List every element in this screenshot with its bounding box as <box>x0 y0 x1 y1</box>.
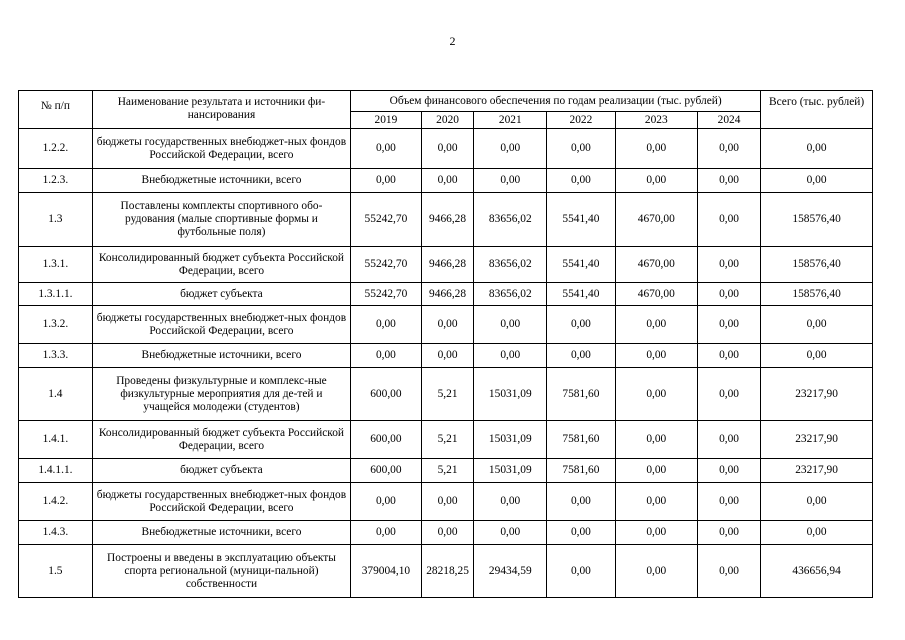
table-row <box>19 521 873 545</box>
row-name: Консолидированный бюджет субъекта Российской Федерации, всего <box>92 247 350 283</box>
row-value: 0,00 <box>697 545 760 598</box>
row-value: 0,00 <box>615 344 697 368</box>
row-code: 1.3.1. <box>19 247 93 283</box>
row-value: 0,00 <box>421 521 474 545</box>
row-value: 4670,00 <box>615 247 697 283</box>
row-value: 0,00 <box>351 521 422 545</box>
row-value: 5,21 <box>421 368 474 421</box>
row-code: 1.5 <box>19 545 93 598</box>
row-value: 0,00 <box>547 344 616 368</box>
row-code: 1.3.1.1. <box>19 283 93 306</box>
row-total: 158576,40 <box>761 193 873 247</box>
table-row <box>19 421 873 459</box>
row-code: 1.2.2. <box>19 129 93 169</box>
row-value: 0,00 <box>615 459 697 483</box>
table-row <box>19 545 873 598</box>
row-total: 23217,90 <box>761 459 873 483</box>
row-name: бюджет субъекта <box>92 459 350 483</box>
header-name: Наименование результата и источники фи-нансирования <box>92 91 350 129</box>
row-total: 0,00 <box>761 483 873 521</box>
row-name: бюджеты государственных внебюджет-ных фондов Российской Федерации, всего <box>92 306 350 344</box>
row-value: 0,00 <box>474 306 547 344</box>
row-value: 0,00 <box>421 129 474 169</box>
row-value: 5,21 <box>421 459 474 483</box>
row-value: 55242,70 <box>351 283 422 306</box>
row-name: Внебюджетные источники, всего <box>92 521 350 545</box>
row-value: 7581,60 <box>547 368 616 421</box>
row-total: 436656,94 <box>761 545 873 598</box>
row-value: 0,00 <box>697 459 760 483</box>
row-total: 158576,40 <box>761 247 873 283</box>
header-total: Всего (тыс. рублей) <box>761 91 873 129</box>
row-value: 0,00 <box>351 344 422 368</box>
row-value: 600,00 <box>351 459 422 483</box>
row-value: 55242,70 <box>351 193 422 247</box>
row-value: 0,00 <box>474 129 547 169</box>
row-value: 0,00 <box>421 344 474 368</box>
row-value: 0,00 <box>547 169 616 193</box>
table-row <box>19 306 873 344</box>
row-total: 23217,90 <box>761 368 873 421</box>
row-value: 15031,09 <box>474 368 547 421</box>
row-value: 600,00 <box>351 368 422 421</box>
row-value: 600,00 <box>351 421 422 459</box>
row-code: 1.4 <box>19 368 93 421</box>
row-value: 0,00 <box>547 483 616 521</box>
row-value: 83656,02 <box>474 247 547 283</box>
row-total: 0,00 <box>761 344 873 368</box>
row-value: 0,00 <box>547 306 616 344</box>
row-value: 0,00 <box>421 169 474 193</box>
row-value: 0,00 <box>351 306 422 344</box>
row-total: 23217,90 <box>761 421 873 459</box>
header-year: 2019 <box>351 112 422 129</box>
row-value: 0,00 <box>474 521 547 545</box>
financing-table <box>18 90 873 598</box>
row-name: бюджеты государственных внебюджет-ных фондов Российской Федерации, всего <box>92 129 350 169</box>
header-year: 2022 <box>547 112 616 129</box>
row-name: Внебюджетные источники, всего <box>92 344 350 368</box>
row-name: бюджет субъекта <box>92 283 350 306</box>
row-value: 0,00 <box>351 483 422 521</box>
row-value: 0,00 <box>697 483 760 521</box>
row-code: 1.3.3. <box>19 344 93 368</box>
table-body <box>19 129 873 598</box>
row-value: 9466,28 <box>421 247 474 283</box>
row-value: 0,00 <box>697 521 760 545</box>
row-value: 0,00 <box>615 129 697 169</box>
row-name: бюджеты государственных внебюджет-ных фондов Российской Федерации, всего <box>92 483 350 521</box>
row-value: 7581,60 <box>547 421 616 459</box>
row-value: 0,00 <box>697 193 760 247</box>
row-code: 1.4.1. <box>19 421 93 459</box>
row-value: 0,00 <box>697 129 760 169</box>
header-year: 2020 <box>421 112 474 129</box>
table-row <box>19 129 873 169</box>
row-value: 28218,25 <box>421 545 474 598</box>
row-value: 0,00 <box>697 421 760 459</box>
header-code: № п/п <box>19 91 93 129</box>
table-row <box>19 193 873 247</box>
row-value: 5541,40 <box>547 193 616 247</box>
row-value: 0,00 <box>697 169 760 193</box>
header-year: 2021 <box>474 112 547 129</box>
row-name: Построены и введены в эксплуатацию объекты спорта региональной (муници-пальной) собственности <box>92 545 350 598</box>
row-name: Проведены физкультурные и комплекс-ные физкультурные мероприятия для де-тей и учащейся молодежи (студентов) <box>92 368 350 421</box>
row-code: 1.3.2. <box>19 306 93 344</box>
row-value: 0,00 <box>615 545 697 598</box>
table-row <box>19 169 873 193</box>
header-year: 2024 <box>697 112 760 129</box>
row-value: 0,00 <box>474 483 547 521</box>
row-value: 9466,28 <box>421 283 474 306</box>
row-code: 1.3 <box>19 193 93 247</box>
row-value: 0,00 <box>474 169 547 193</box>
row-value: 0,00 <box>474 344 547 368</box>
row-value: 0,00 <box>615 169 697 193</box>
table-row <box>19 247 873 283</box>
row-name: Поставлены комплекты спортивного обо-рудования (малые спортивные формы и футбольные поля) <box>92 193 350 247</box>
row-value: 0,00 <box>697 344 760 368</box>
row-value: 4670,00 <box>615 283 697 306</box>
row-value: 55242,70 <box>351 247 422 283</box>
row-value: 5541,40 <box>547 283 616 306</box>
row-total: 0,00 <box>761 169 873 193</box>
row-value: 0,00 <box>615 483 697 521</box>
row-value: 0,00 <box>615 521 697 545</box>
header-year: 2023 <box>615 112 697 129</box>
row-value: 0,00 <box>697 283 760 306</box>
row-total: 0,00 <box>761 306 873 344</box>
row-value: 9466,28 <box>421 193 474 247</box>
row-value: 0,00 <box>351 169 422 193</box>
row-value: 0,00 <box>615 368 697 421</box>
row-value: 5,21 <box>421 421 474 459</box>
row-total: 158576,40 <box>761 283 873 306</box>
row-code: 1.4.2. <box>19 483 93 521</box>
row-value: 0,00 <box>615 306 697 344</box>
table-row <box>19 368 873 421</box>
row-name: Консолидированный бюджет субъекта Российской Федерации, всего <box>92 421 350 459</box>
row-value: 4670,00 <box>615 193 697 247</box>
row-value: 7581,60 <box>547 459 616 483</box>
row-code: 1.4.3. <box>19 521 93 545</box>
row-code: 1.4.1.1. <box>19 459 93 483</box>
row-value: 0,00 <box>547 129 616 169</box>
row-total: 0,00 <box>761 521 873 545</box>
table-row <box>19 483 873 521</box>
table-row <box>19 344 873 368</box>
row-total: 0,00 <box>761 129 873 169</box>
table-row <box>19 283 873 306</box>
row-value: 0,00 <box>697 247 760 283</box>
row-value: 5541,40 <box>547 247 616 283</box>
row-value: 0,00 <box>547 545 616 598</box>
row-value: 379004,10 <box>351 545 422 598</box>
table-header <box>19 91 873 129</box>
row-value: 0,00 <box>697 368 760 421</box>
table-row <box>19 459 873 483</box>
row-value: 0,00 <box>547 521 616 545</box>
header-years-group: Объем финансового обеспечения по годам реализации (тыс. рублей) <box>351 91 761 112</box>
row-value: 15031,09 <box>474 459 547 483</box>
row-name: Внебюджетные источники, всего <box>92 169 350 193</box>
row-value: 0,00 <box>351 129 422 169</box>
page-number: 2 <box>449 34 456 48</box>
row-value: 0,00 <box>421 306 474 344</box>
row-value: 29434,59 <box>474 545 547 598</box>
row-value: 83656,02 <box>474 193 547 247</box>
row-value: 0,00 <box>615 421 697 459</box>
row-value: 15031,09 <box>474 421 547 459</box>
row-value: 0,00 <box>421 483 474 521</box>
row-code: 1.2.3. <box>19 169 93 193</box>
row-value: 83656,02 <box>474 283 547 306</box>
row-value: 0,00 <box>697 306 760 344</box>
